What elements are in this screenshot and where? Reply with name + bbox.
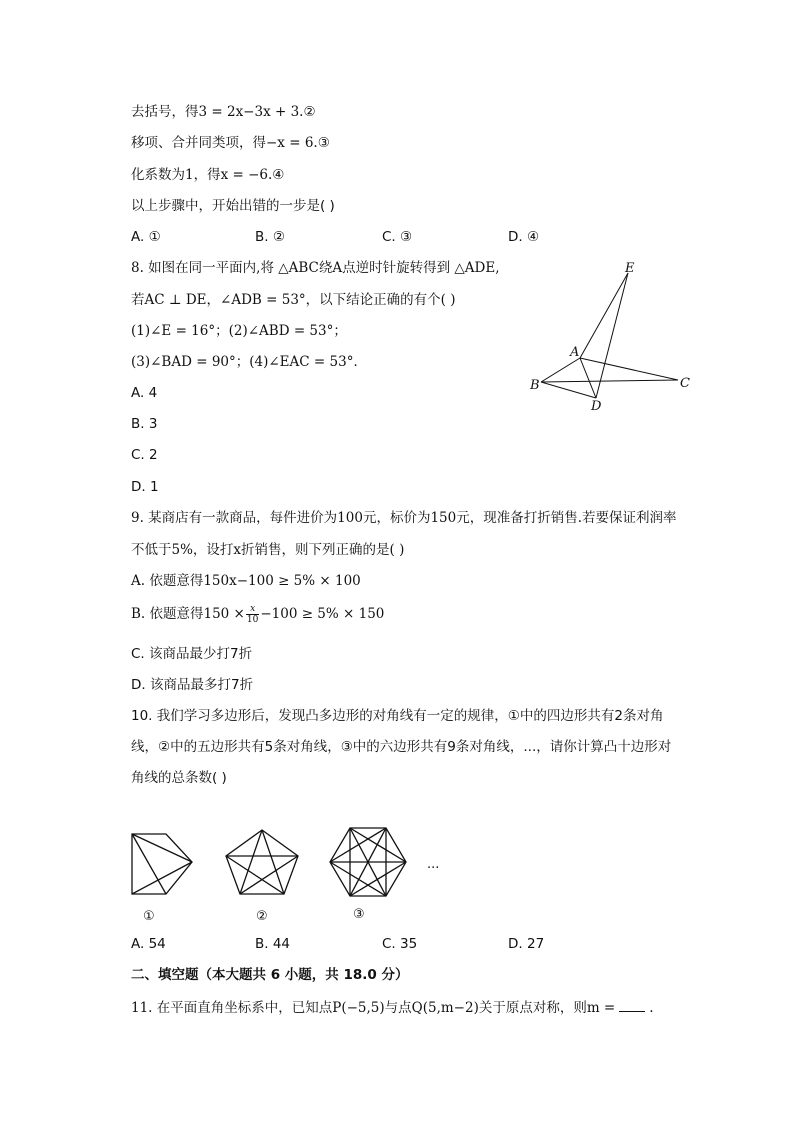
q9-option-d: D. 该商品最多打7折	[131, 677, 254, 693]
q8-option-c: C. 2	[131, 447, 158, 463]
q8-line2: 若AC ⊥ DE，∠ADB = 53°，以下结论正确的有个( )	[131, 292, 456, 308]
q10-line1: 10. 我们学习多边形后，发现凸多边形的对角线有一定的规律，①中的四边形共有2条对角	[131, 708, 664, 724]
q10-line3: 角线的总条数( )	[131, 770, 227, 786]
vertex-b-label: B	[530, 378, 540, 393]
q8-line4: (3)∠BAD = 90°；(4)∠EAC = 53°．	[131, 354, 367, 370]
q10-line2: 线，②中的五边形共有5条对角线，③中的六边形共有9条对角线，...，请你计算凸十边形对	[131, 739, 672, 755]
answer-blank[interactable]	[619, 997, 645, 1012]
vertex-d-label: D	[591, 399, 602, 414]
q9-option-a: A. 依题意得150x−100 ≥ 5% × 100	[131, 573, 361, 589]
q11-line	[131, 997, 654, 1018]
rotation-figure	[520, 258, 700, 418]
section-heading: 二、填空题（本大题共 6 小题，共 18.0 分）	[131, 967, 409, 983]
q7-question: 以上步骤中，开始出错的一步是( )	[131, 198, 335, 214]
q8-option-a: A. 4	[131, 385, 158, 401]
fraction-denominator: 10	[246, 615, 259, 625]
q10-option-d: D. 27	[508, 936, 545, 952]
q8-option-b: B. 3	[131, 416, 158, 432]
fraction-numerator: x	[246, 604, 259, 615]
q9-b-suffix: −100 ≥ 5% × 150	[260, 606, 385, 622]
ellipsis: ···	[427, 861, 440, 876]
q9-line2: 不低于5%，设打x折销售，则下列正确的是( )	[131, 542, 405, 558]
fraction-x-over-10	[246, 604, 259, 625]
q11-text: 11. 在平面直角坐标系中，已知点P(−5,5)与点Q(5,m−2)关于原点对称，则m =	[131, 1000, 616, 1016]
q9-option-c: C. 该商品最少打7折	[131, 646, 253, 662]
vertex-e-label: E	[625, 261, 635, 276]
pentagon-shape	[226, 830, 298, 894]
vertex-a-label: A	[570, 345, 580, 360]
q8-line1: 8. 如图在同一平面内,将 △ABC绕A点逆时针旋转得到 △ADE,	[131, 260, 500, 276]
step4-text: 化系数为1，得x = −6.④	[131, 167, 285, 183]
q10-option-c: C. 35	[382, 936, 418, 952]
q8-option-d: D. 1	[131, 479, 159, 495]
q7-option-c: C. ③	[382, 229, 413, 245]
q11-period: .	[649, 1000, 654, 1016]
q7-option-d: D. ④	[508, 229, 540, 245]
step2-text: 去括号，得3 = 2x−3x + 3.②	[131, 104, 316, 120]
hexagon-shape	[330, 828, 406, 896]
q7-option-a: A. ①	[131, 229, 161, 245]
step3-text: 移项、合并同类项，得−x = 6.③	[131, 135, 330, 151]
q10-option-b: B. 44	[255, 936, 291, 952]
q10-option-a: A. 54	[131, 936, 166, 952]
vertex-c-label: C	[680, 376, 690, 391]
figure-label-1: ①	[143, 909, 155, 924]
q9-line1: 9. 某商店有一款商品，每件进价为100元，标价为150元，现准备打折销售.若要保证利润率	[131, 510, 677, 526]
figure-label-2: ②	[256, 909, 268, 924]
q9-b-prefix: B. 依题意得150 ×	[131, 606, 245, 622]
figure-label-3: ③	[353, 907, 365, 922]
q8-line3: (1)∠E = 16°；(2)∠ABD = 53°；	[131, 323, 347, 339]
polygon-diagonals-figure	[120, 820, 460, 930]
q9-option-b	[131, 604, 384, 625]
q7-option-b: B. ②	[255, 229, 285, 245]
quadrilateral-shape	[132, 834, 192, 894]
